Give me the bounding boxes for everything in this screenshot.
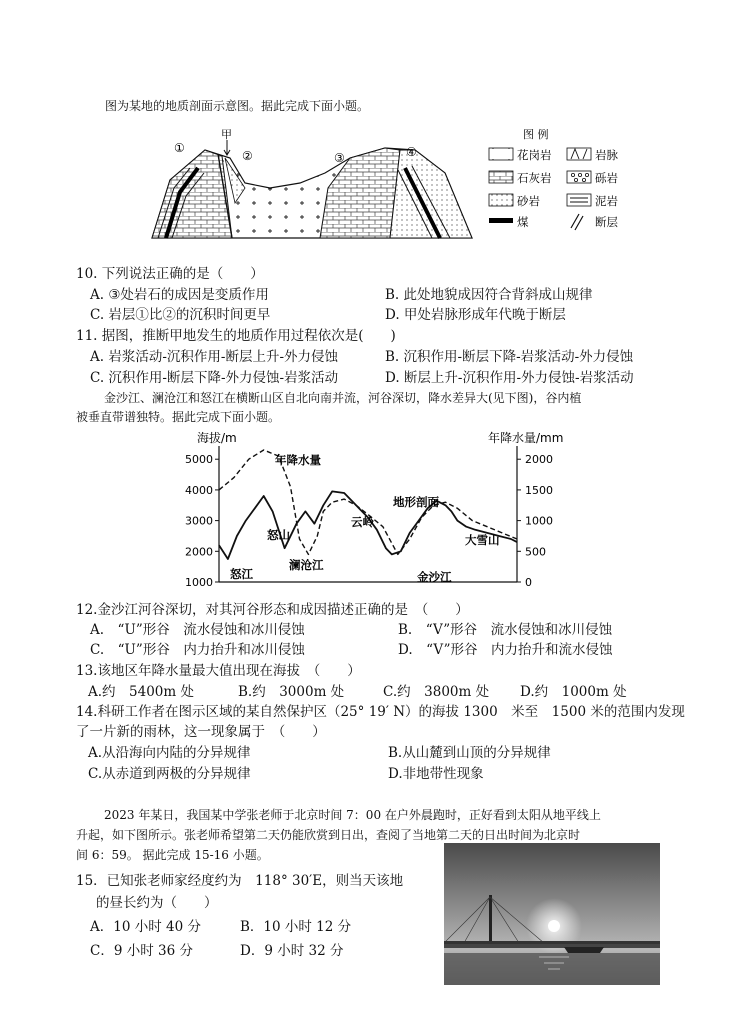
q13-option-d[interactable]: D.约 1000m 处 [520,684,627,700]
left-axis-title: 海拔/m [197,431,237,445]
label-terrain: 地形剖面 [393,495,439,509]
q14-option-a[interactable]: A.从沿海向内陆的分异规律 [88,745,251,761]
intro-sunrise-line2: 升起，如下图所示。张老师希望第二天仍能欣赏到日出，查阅了当地第二天的日出时间为北京时 [76,828,581,842]
left-tick-label: 3000 [185,514,213,528]
q15-stem-line2: 的昼长约为（ ） [96,895,218,911]
q14-option-d[interactable]: D.非地带性现象 [388,766,484,782]
granite-swatch [489,148,513,160]
sun [548,920,560,932]
intro-sunrise-line3: 间 6：59。 据此完成 15-16 小题。 [76,848,269,862]
left-tick-label: 1000 [185,576,213,589]
marker-2: ② [242,149,253,163]
geology-legend [485,128,635,238]
q15-option-d[interactable]: D．9 小时 32 分 [240,943,344,959]
label-lancangjiang: 澜沧江 [289,558,324,572]
right-tick-label: 2000 [525,453,553,467]
geologic-cross-section [150,128,480,240]
q12-option-b[interactable]: B. “V”形谷 流水侵蚀和冰川侵蚀 [398,622,613,638]
q14-stem-line1: 14.科研工作者在图示区域的某自然保护区（25° 19′ N）的海拔 1300 米至 1500 米的范围内发现 [76,704,685,720]
intro-geology: 图为某地的地质剖面示意图。据此完成下面小题。 [105,99,370,113]
legend-coal: 煤 [517,215,529,229]
q10-option-c[interactable]: C. 岩层①比②的沉积时间更早 [90,307,271,323]
left-tick-label: 2000 [185,545,213,559]
fault-swatch [571,214,583,230]
boat [564,947,604,953]
legend-mudstone: 泥岩 [595,194,618,208]
legend-title: 图 例 [523,128,549,141]
q12-stem: 12.金沙江河谷深切，对其河谷形态和成因描述正确的是 （ ） [76,602,469,618]
q14-option-b[interactable]: B.从山麓到山顶的分异规律 [388,745,551,761]
q15-option-b[interactable]: B．10 小时 12 分 [240,919,352,935]
q14-option-c[interactable]: C.从赤道到两极的分异规律 [88,766,251,782]
intro-sunrise-line1: 2023 年某日，我国某中学张老师于北京时间 7：00 在户外晨跑时，正好看到太阳从地平线上 [104,808,601,822]
legend-granite: 花岗岩 [517,148,552,162]
q15-option-c[interactable]: C．9 小时 36 分 [90,943,193,959]
limestone-swatch [489,171,513,183]
q12-option-c[interactable]: C. “U”形谷 内力抬升和冰川侵蚀 [90,642,305,658]
intro-rivers-line2: 被垂直带谱独特。据此完成下面小题。 [76,410,281,424]
q11-option-a[interactable]: A. 岩浆活动-沉积作用-断层上升-外力侵蚀 [90,349,339,365]
left-tick-label: 4000 [185,483,213,497]
label-nushan: 怒山 [267,528,290,542]
right-tick-label: 500 [525,545,546,559]
legend-dike: 岩脉 [595,148,618,162]
q10-option-a[interactable]: A. ③处岩石的成因是变质作用 [90,287,269,303]
sandstone-swatch [489,194,513,206]
label-precip: 年降水量 [275,453,321,467]
marker-3: ③ [334,151,345,165]
marker-1: ① [174,141,185,155]
label-yunling: 云岭 [351,515,374,529]
right-tick-label: 1500 [525,483,553,497]
q11-stem: 11. 据图，推断甲地发生的地质作用过程依次是( ) [76,328,396,344]
q12-option-d[interactable]: D. “V”形谷 内力抬升和流水侵蚀 [398,642,613,658]
marker-jia: 甲 [221,128,232,141]
label-daxueshan: 大雪山 [465,533,500,547]
q11-option-b[interactable]: B. 沉积作用-断层下降-岩浆活动-外力侵蚀 [385,349,634,365]
q15-option-a[interactable]: A．10 小时 40 分 [90,919,201,935]
label-jinshajiang: 金沙江 [417,570,452,584]
right-tick-label: 0 [525,576,532,589]
legend-limestone: 石灰岩 [517,171,552,185]
q10-option-d[interactable]: D. 甲处岩脉形成年代晚于断层 [385,307,566,323]
sunrise-photo [444,843,660,985]
bridge-deck [444,941,660,944]
q15-stem-line1: 15．已知张老师家经度约为 118° 30′E，则当天该地 [76,873,404,889]
legend-sandstone: 砂岩 [517,194,540,208]
legend-conglomerate: 砾岩 [595,171,618,185]
q12-option-a[interactable]: A. “U”形谷 流水侵蚀和冰川侵蚀 [90,622,305,638]
intro-rivers-line1: 金沙江、澜沧江和怒江在横断山区自北向南并流，河谷深切，降水差异大(见下图)，谷内植 [104,391,582,405]
bridge-tower [489,895,492,947]
q13-option-c[interactable]: C.约 3800m 处 [383,684,490,700]
legend-fault: 断层 [595,215,618,229]
marker-4: ④ [406,145,417,159]
q13-option-a[interactable]: A.约 5400m 处 [88,684,194,700]
q11-option-d[interactable]: D. 断层上升-沉积作用-外力侵蚀-岩浆活动 [385,370,634,386]
q13-stem: 13.该地区年降水量最大值出现在海拔 （ ） [76,663,361,679]
right-tick-label: 1000 [525,514,553,528]
q13-option-b[interactable]: B.约 3000m 处 [238,684,345,700]
terrain-precipitation-chart [183,426,583,592]
q14-stem-line2: 了一片新的雨林，这一现象属于 （ ） [76,724,326,740]
coal-swatch [489,218,513,223]
left-tick-label: 5000 [185,453,213,467]
q11-option-c[interactable]: C. 沉积作用-断层下降-外力侵蚀-岩浆活动 [90,370,339,386]
label-nujiang: 怒江 [230,567,253,581]
q10-option-b[interactable]: B. 此处地貌成因符合背斜成山规律 [385,287,593,303]
q10-stem: 10. 下列说法正确的是（ ） [76,266,264,282]
right-axis-title: 年降水量/mm [488,431,564,445]
